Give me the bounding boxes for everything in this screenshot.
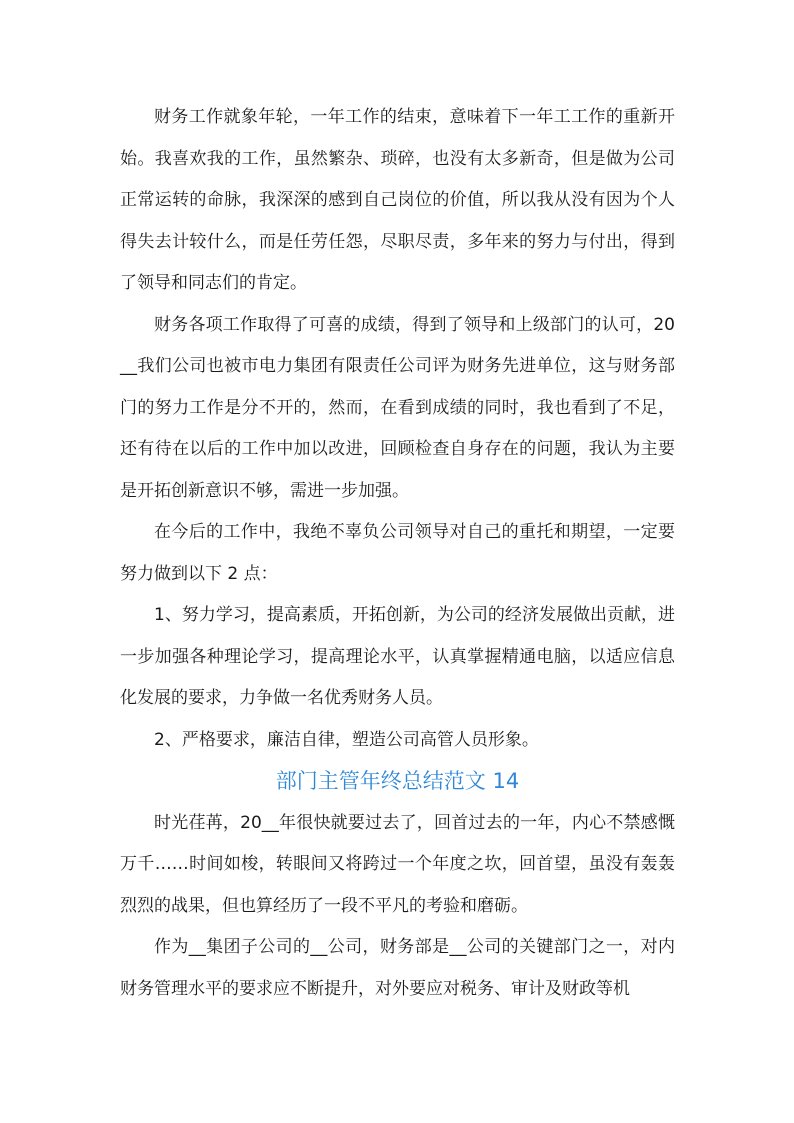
paragraph: 时光荏苒，20__年很快就要过去了，回首过去的一年，内心不禁感慨万千……时间如梭，转眼间又将跨过一个年度之坎，回首望，虽没有轰轰烈烈的战果，但也算经历了一段不平凡的考验和磨砺。	[120, 812, 675, 916]
paragraph: 在今后的工作中，我绝不辜负公司领导对自己的重托和期望，一定要努力做到以下 2 点：	[120, 522, 675, 584]
list-item: 1、努力学习，提高素质，开拓创新，为公司的经济发展做出贡献，进一步加强各种理论学习，提高理论水平，认真掌握精通电脑，以适应信息化发展的要求，力争做一名优秀财务人员。	[120, 605, 675, 708]
paragraph: 财务各项工作取得了可喜的成绩，得到了领导和上级部门的认可，20__我们公司也被市电力集团有限责任公司评为财务先进单位，这与财务部门的努力工作是分不开的，然而，在看到成绩的同时，我也看到了不足，还有待在以后的工作中加以改进，回顾检查自身存在的问题，我认为主要是开拓创新意识不够，需进一步加强。	[120, 314, 675, 501]
list-item: 2、严格要求，廉洁自律，塑造公司高管人员形象。	[154, 729, 539, 750]
section-heading: 部门主管年终总结范文 14	[275, 769, 520, 793]
paragraph: 作为__集团子公司的__公司，财务部是__公司的关键部门之一，对内财务管理水平的要求应不断提升，对外要应对税务、审计及财政等机	[120, 937, 675, 999]
paragraph: 财务工作就象年轮，一年工作的结束，意味着下一年工工作的重新开始。我喜欢我的工作，虽然繁杂、琐碎，也没有太多新奇，但是做为公司正常运转的命脉，我深深的感到自己岗位的价值，所以我从没有因为个人得失去计较什么，而是任劳任怨，尽职尽责，多年来的努力与付出，得到了领导和同志们的肯定。	[120, 107, 675, 293]
document-body	[120, 97, 675, 1010]
